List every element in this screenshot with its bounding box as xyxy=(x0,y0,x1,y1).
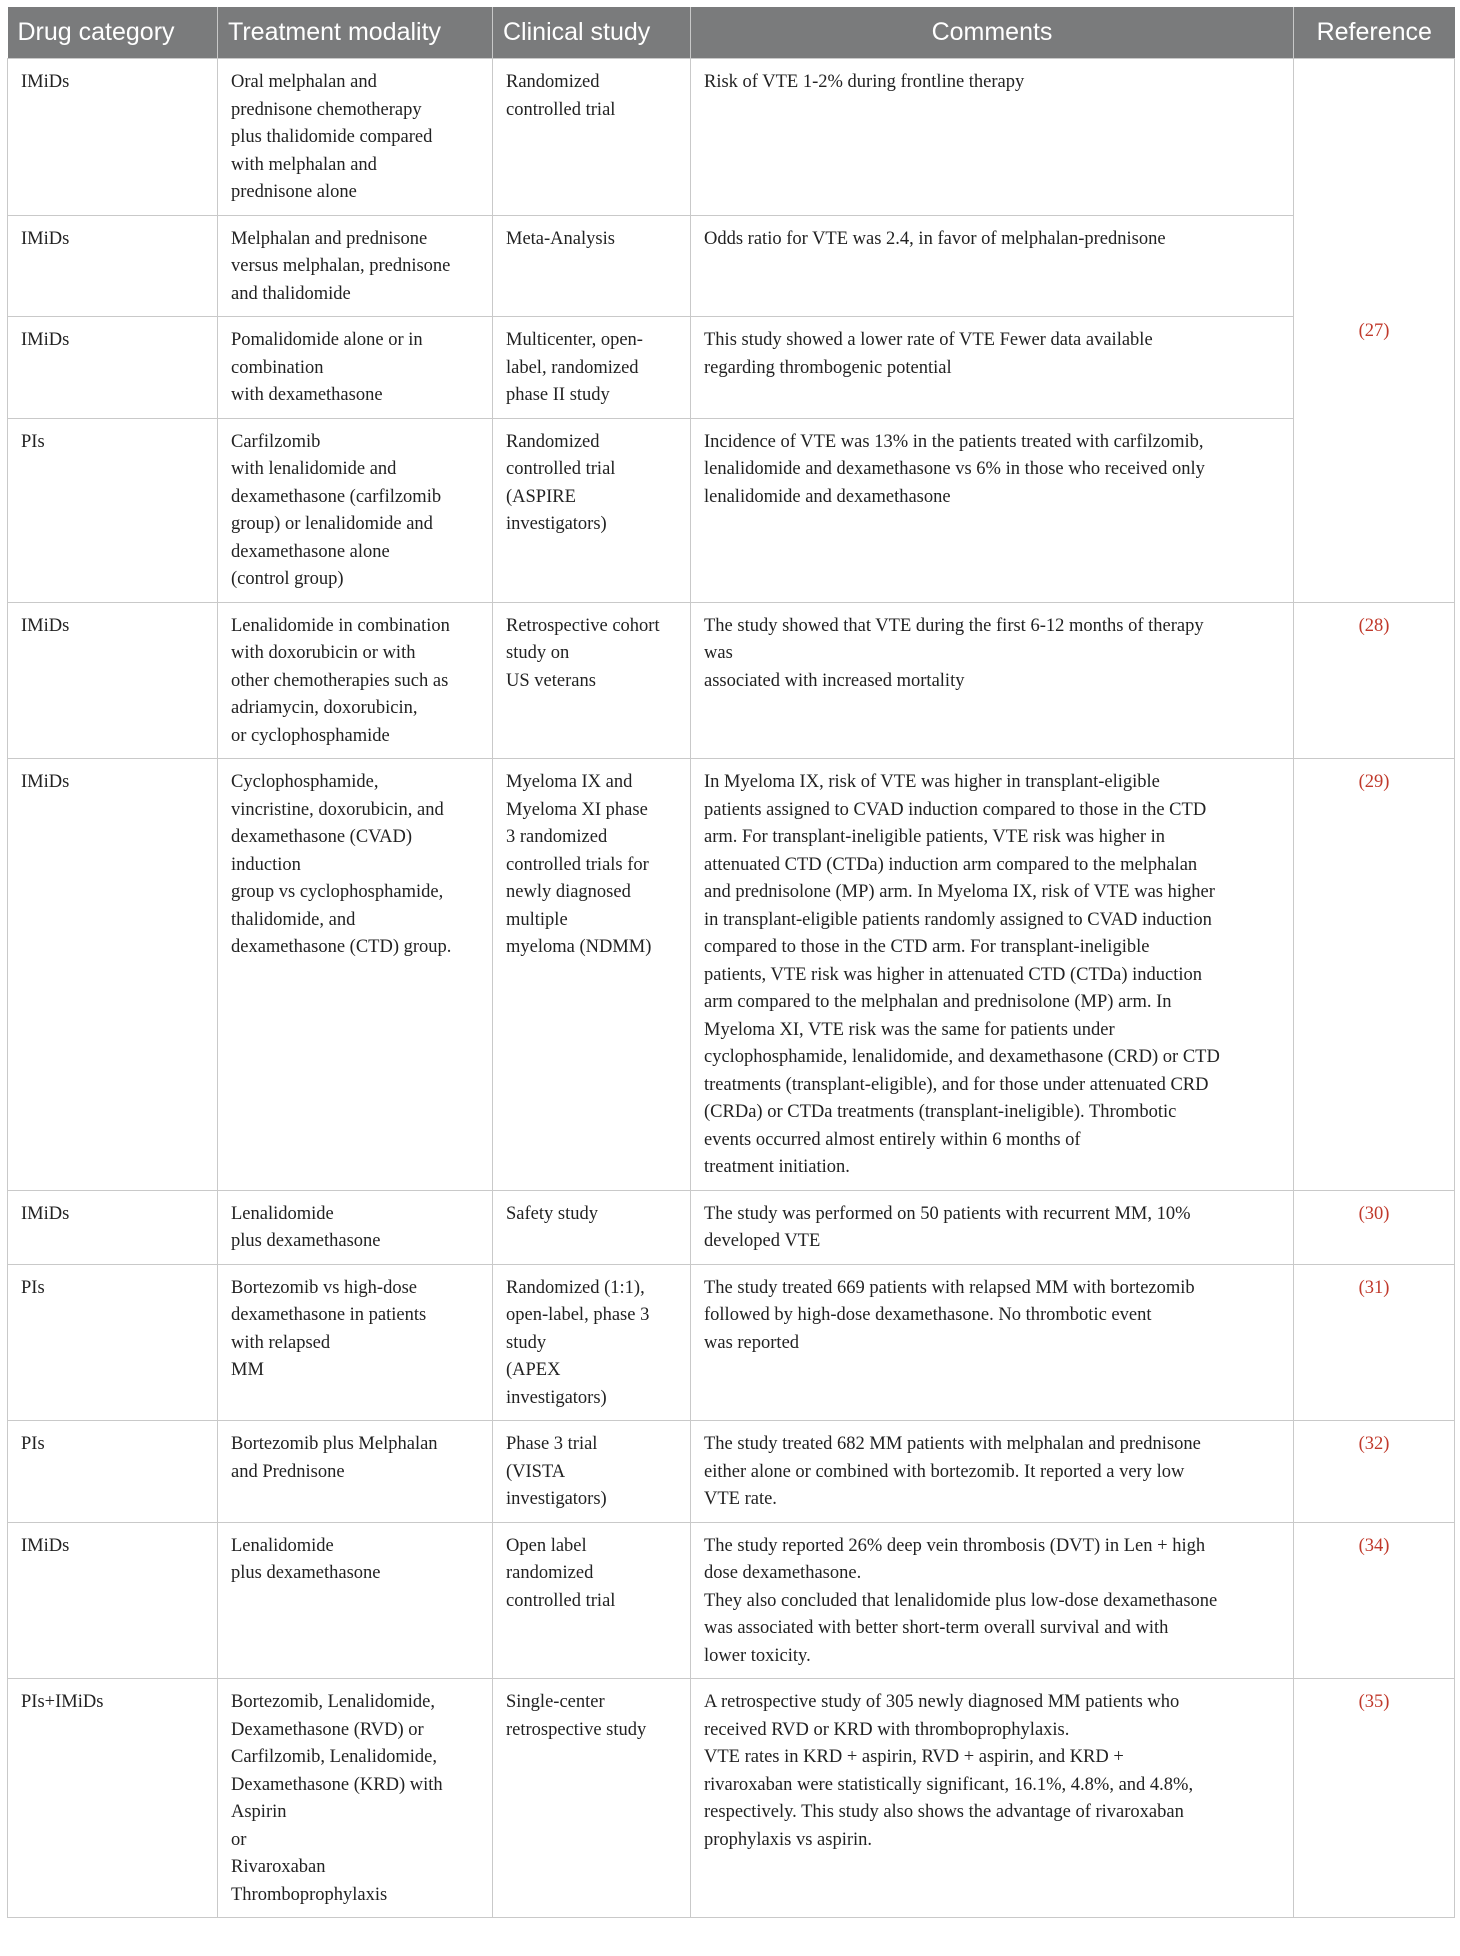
cell-treatment-modality: Bortezomib plus Melphalan and Prednisone xyxy=(218,1421,493,1523)
cell-comments: This study showed a lower rate of VTE Fewer data available regarding thrombogenic potential xyxy=(691,317,1294,419)
table-row xyxy=(8,418,1455,602)
table-row xyxy=(8,1264,1455,1421)
table-row xyxy=(8,1421,1455,1523)
cell-treatment-modality: Lenalidomide plus dexamethasone xyxy=(218,1190,493,1264)
cell-clinical-study: Randomized (1:1), open-label, phase 3 study (APEX investigators) xyxy=(493,1264,691,1421)
cell-treatment-modality: Lenalidomide plus dexamethasone xyxy=(218,1522,493,1679)
cell-comments: The study reported 26% deep vein thrombosis (DVT) in Len + high dose dexamethasone. They also concluded that lenalidomide plus low-dose dexamethasone was associated with better short-term overall survival and with lower toxicity. xyxy=(691,1522,1294,1679)
header-comments: Comments xyxy=(691,7,1294,59)
cell-comments: Incidence of VTE was 13% in the patients treated with carfilzomib, lenalidomide and dexamethasone vs 6% in those who received only lenalidomide and dexamethasone xyxy=(691,418,1294,602)
cell-clinical-study: Randomized controlled trial xyxy=(493,59,691,216)
cell-clinical-study: Retrospective cohort study on US veterans xyxy=(493,602,691,759)
reference-link[interactable]: (32) xyxy=(1294,1421,1455,1523)
reference-link[interactable]: (34) xyxy=(1294,1522,1455,1679)
cell-comments: Risk of VTE 1-2% during frontline therapy xyxy=(691,59,1294,216)
cell-comments: The study was performed on 50 patients with recurrent MM, 10% developed VTE xyxy=(691,1190,1294,1264)
header-row xyxy=(8,7,1455,59)
cell-clinical-study: Open label randomized controlled trial xyxy=(493,1522,691,1679)
table-row xyxy=(8,1190,1455,1264)
reference-link[interactable]: (30) xyxy=(1294,1190,1455,1264)
cell-drug-category: IMiDs xyxy=(8,59,218,216)
cell-treatment-modality: Lenalidomide in combination with doxorubicin or with other chemotherapies such as adriamycin, doxorubicin, or cyclophosphamide xyxy=(218,602,493,759)
cell-drug-category: IMiDs xyxy=(8,1522,218,1679)
cell-drug-category: PIs xyxy=(8,1264,218,1421)
header-drug-category: Drug category xyxy=(8,7,218,59)
cell-clinical-study: Myeloma IX and Myeloma XI phase 3 randomized controlled trials for newly diagnosed multiple myeloma (NDMM) xyxy=(493,759,691,1191)
reference-link[interactable]: (29) xyxy=(1294,759,1455,1191)
cell-clinical-study: Meta-Analysis xyxy=(493,215,691,317)
cell-comments: In Myeloma IX, risk of VTE was higher in transplant-eligible patients assigned to CVAD induction compared to those in the CTD arm. For transplant-ineligible patients, VTE risk was higher in attenuated CTD (CTDa) induction arm compared to the melphalan and prednisolone (MP) arm. In Myeloma IX, risk of VTE was higher in transplant-eligible patients randomly assigned to CVAD induction compared to those in the CTD arm. For transplant-ineligible patients, VTE risk was higher in attenuated CTD (CTDa) induction arm compared to the melphalan and prednisolone (MP) arm. In Myeloma XI, VTE risk was the same for patients under cyclophosphamide, lenalidomide, and dexamethasone (CRD) or CTD treatments (transplant-eligible), and for those under attenuated CRD (CRDa) or CTDa treatments (transplant-ineligible). Thrombotic events occurred almost entirely within 6 months of treatment initiation. xyxy=(691,759,1294,1191)
cell-comments: Odds ratio for VTE was 2.4, in favor of melphalan-prednisone xyxy=(691,215,1294,317)
reference-link[interactable]: (27) xyxy=(1294,59,1455,603)
cell-comments: The study showed that VTE during the first 6-12 months of therapy was associated with increased mortality xyxy=(691,602,1294,759)
drug-vte-table xyxy=(7,7,1455,1918)
cell-treatment-modality: Carfilzomib with lenalidomide and dexamethasone (carfilzomib group) or lenalidomide and dexamethasone alone (control group) xyxy=(218,418,493,602)
cell-clinical-study: Single-center retrospective study xyxy=(493,1679,691,1918)
cell-drug-category: IMiDs xyxy=(8,317,218,419)
table-row xyxy=(8,215,1455,317)
table-row xyxy=(8,59,1455,216)
cell-treatment-modality: Melphalan and prednisone versus melphalan, prednisone and thalidomide xyxy=(218,215,493,317)
cell-clinical-study: Phase 3 trial (VISTA investigators) xyxy=(493,1421,691,1523)
cell-treatment-modality: Bortezomib vs high-dose dexamethasone in patients with relapsed MM xyxy=(218,1264,493,1421)
header-treatment-modality: Treatment modality xyxy=(218,7,493,59)
cell-treatment-modality: Oral melphalan and prednisone chemotherapy plus thalidomide compared with melphalan and prednisone alone xyxy=(218,59,493,216)
table-container xyxy=(7,7,1454,1918)
table-row xyxy=(8,759,1455,1191)
cell-comments: The study treated 682 MM patients with melphalan and prednisone either alone or combined with bortezomib. It reported a very low VTE rate. xyxy=(691,1421,1294,1523)
table-row xyxy=(8,1522,1455,1679)
cell-treatment-modality: Bortezomib, Lenalidomide, Dexamethasone (RVD) or Carfilzomib, Lenalidomide, Dexamethasone (KRD) with Aspirin or Rivaroxaban Thromboprophylaxis xyxy=(218,1679,493,1918)
cell-drug-category: PIs+IMiDs xyxy=(8,1679,218,1918)
table-row xyxy=(8,317,1455,419)
reference-link[interactable]: (35) xyxy=(1294,1679,1455,1918)
cell-drug-category: IMiDs xyxy=(8,1190,218,1264)
cell-comments: The study treated 669 patients with relapsed MM with bortezomib followed by high-dose dexamethasone. No thrombotic event was reported xyxy=(691,1264,1294,1421)
table-row xyxy=(8,1679,1455,1918)
cell-clinical-study: Randomized controlled trial (ASPIRE investigators) xyxy=(493,418,691,602)
cell-drug-category: IMiDs xyxy=(8,215,218,317)
cell-clinical-study: Multicenter, open- label, randomized phase II study xyxy=(493,317,691,419)
cell-drug-category: PIs xyxy=(8,418,218,602)
cell-clinical-study: Safety study xyxy=(493,1190,691,1264)
table-row xyxy=(8,602,1455,759)
cell-drug-category: PIs xyxy=(8,1421,218,1523)
cell-drug-category: IMiDs xyxy=(8,759,218,1191)
header-clinical-study: Clinical study xyxy=(493,7,691,59)
reference-link[interactable]: (31) xyxy=(1294,1264,1455,1421)
cell-drug-category: IMiDs xyxy=(8,602,218,759)
header-reference: Reference xyxy=(1294,7,1455,59)
reference-link[interactable]: (28) xyxy=(1294,602,1455,759)
cell-treatment-modality: Pomalidomide alone or in combination with dexamethasone xyxy=(218,317,493,419)
cell-treatment-modality: Cyclophosphamide, vincristine, doxorubicin, and dexamethasone (CVAD) induction group vs cyclophosphamide, thalidomide, and dexamethasone (CTD) group. xyxy=(218,759,493,1191)
cell-comments: A retrospective study of 305 newly diagnosed MM patients who received RVD or KRD with thromboprophylaxis. VTE rates in KRD + aspirin, RVD + aspirin, and KRD + rivaroxaban were statistically significant, 16.1%, 4.8%, and 4.8%, respectively. This study also shows the advantage of rivaroxaban prophylaxis vs aspirin. xyxy=(691,1679,1294,1918)
